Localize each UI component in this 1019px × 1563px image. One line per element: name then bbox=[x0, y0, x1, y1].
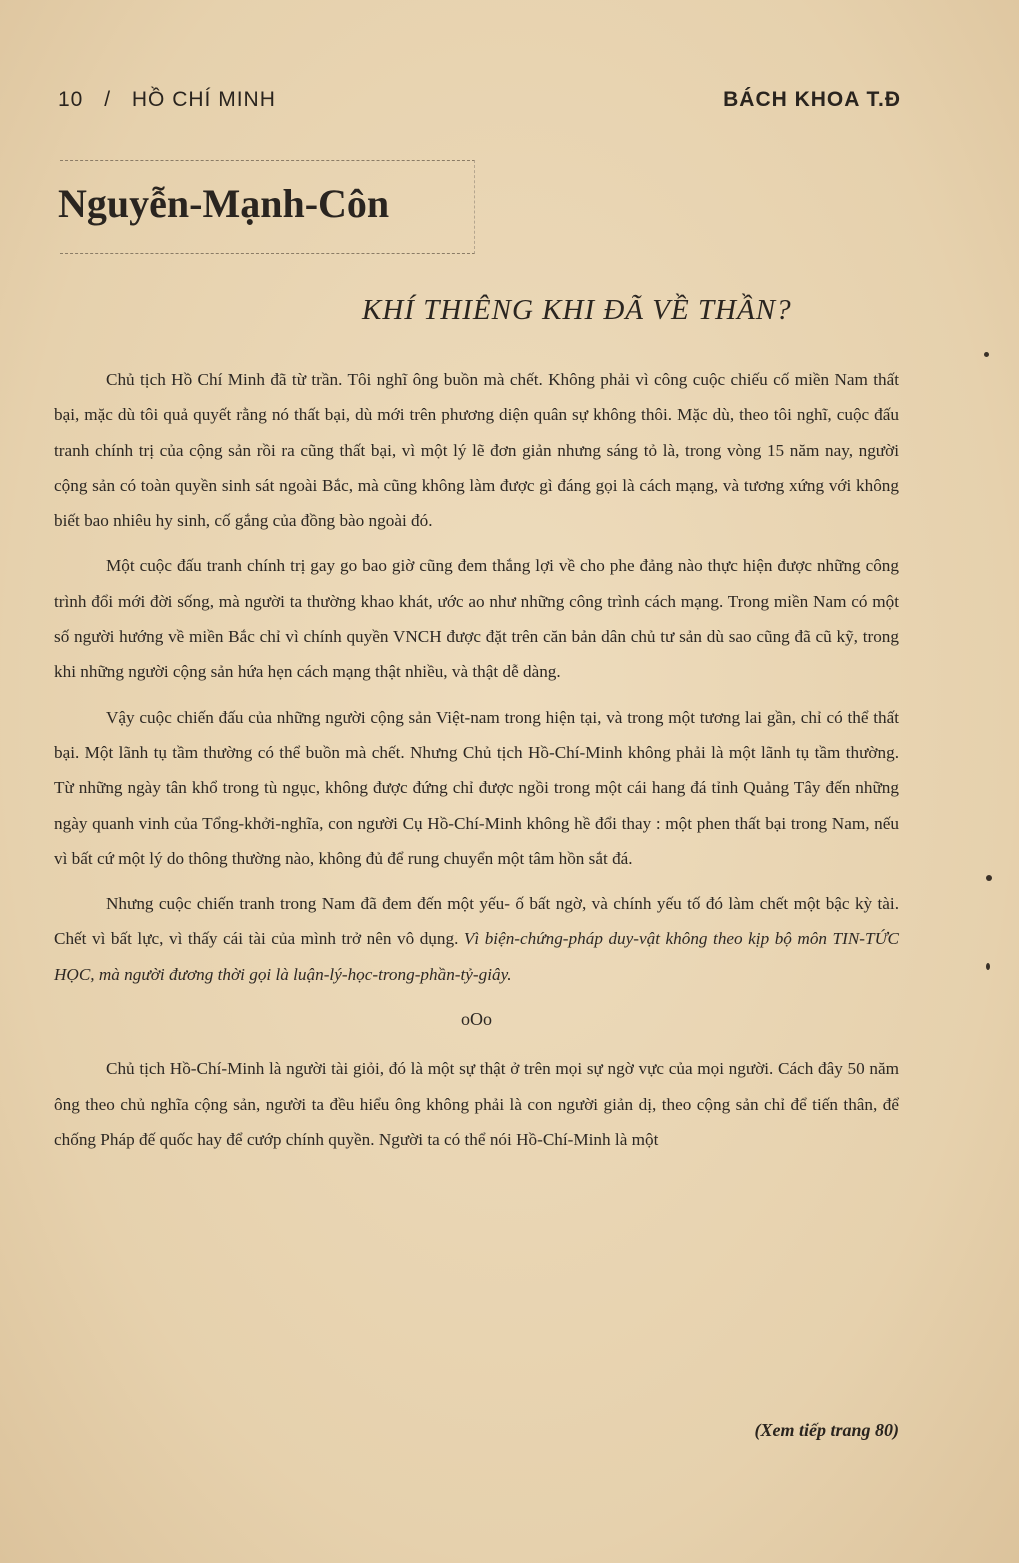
section-separator: oOo bbox=[461, 1009, 492, 1030]
paper-speck bbox=[986, 963, 990, 970]
continued-note: (Xem tiếp trang 80) bbox=[754, 1420, 899, 1440]
paragraph-4-italic: Vì biện-chứng-pháp duy-vật không theo kịp bộ môn TIN-TỨC HỌC, mà người đương thời gọi là luận-lý-học-trong-phần-tỷ-giây. bbox=[54, 929, 899, 984]
author-name: Nguyễn-Mạnh-Côn bbox=[58, 181, 390, 226]
page-number: 10 bbox=[58, 88, 84, 111]
paragraph-4 bbox=[54, 886, 899, 992]
section-title: HỒ CHÍ MINH bbox=[131, 88, 276, 111]
paper-speck bbox=[986, 875, 992, 881]
paragraph-1: Chủ tịch Hồ Chí Minh đã từ trần. Tôi nghĩ ông buồn mà chết. Không phải vì công cuộc chiếu cố miền Nam thất bại, mặc dù tôi quả quyết rằng nó thất bại, dù mới trên phương diện quân sự không thôi. Mặc dù, theo tôi nghĩ, cuộc đấu tranh chính trị của cộng sản rồi ra cũng thất bại, vì một lý lẽ đơn giản nhưng sáng tỏ là, trong vòng 15 năm nay, người cộng sản có toàn quyền sinh sát ngoài Bắc, mà cũng không làm được gì đáng gọi là cách mạng, và tương xứng với không biết bao nhiêu hy sinh, cố gắng của đồng bào ngoài đó. bbox=[54, 370, 899, 531]
header-separator: / bbox=[104, 88, 112, 111]
paper-speck bbox=[984, 352, 989, 357]
article-body bbox=[54, 362, 899, 1167]
publication-name: BÁCH KHOA T.Đ bbox=[723, 88, 901, 111]
article-title: KHÍ THIÊNG KHI ĐÃ VỀ THẦN? bbox=[362, 294, 792, 326]
header-left bbox=[58, 88, 290, 112]
paragraph-3: Vậy cuộc chiến đấu của những người cộng sản Việt-nam trong hiện tại, và trong một tương lai gần, chỉ có thể thất bại. Một lãnh tụ tầm thường có thể buồn mà chết. Nhưng Chủ tịch Hồ-Chí-Minh không phải là một lãnh tụ tầm thường. Từ những ngày tân khổ trong tù ngục, không được đứng chỉ được ngồi trong một cái hang đá tỉnh Quảng Tây đến những ngày quanh vinh của Tổng-khởi-nghĩa, con người Cụ Hồ-Chí-Minh không hề đổi thay : một phen thất bại trong Nam, nếu vì bất cứ một lý do thông thường nào, không đủ để rung chuyển một tâm hồn sắt đá. bbox=[54, 707, 899, 868]
paragraph-2: Một cuộc đấu tranh chính trị gay go bao giờ cũng đem thắng lợi về cho phe đảng nào thực hiện được những công trình đổi mới đời sống, mà người ta thường khao khát, ước ao như những công trình cách mạng. Trong miền Nam có một số người hướng về miền Bắc chỉ vì chính quyền VNCH được đặt trên căn bản dân chủ tư sản dù sao cũng đã cũ kỹ, trong khi những người cộng sản hứa hẹn cách mạng thật nhiều, và thật dễ dàng. bbox=[54, 556, 899, 682]
paragraph-4-text: Nhưng cuộc chiến tranh trong Nam đã đem đến một yếu- ố bất ngờ, và chính yếu tố đó làm chết một bậc kỳ tài. Chết vì bất lực, vì thấy cái tài của mình trở nên vô dụng. bbox=[54, 894, 899, 949]
running-header bbox=[58, 88, 901, 112]
paragraph-5: Chủ tịch Hồ-Chí-Minh là người tài giỏi, đó là một sự thật ở trên mọi sự ngờ vực của mọi người. Cách đây 50 năm ông theo chủ nghĩa cộng sản, người ta đều hiểu ông không phải là con người giản dị, theo cộng sản chỉ để tiến thân, để chống Pháp đế quốc hay để cướp chính quyền. Người ta có thể nói Hồ-Chí-Minh là một bbox=[54, 1059, 899, 1149]
